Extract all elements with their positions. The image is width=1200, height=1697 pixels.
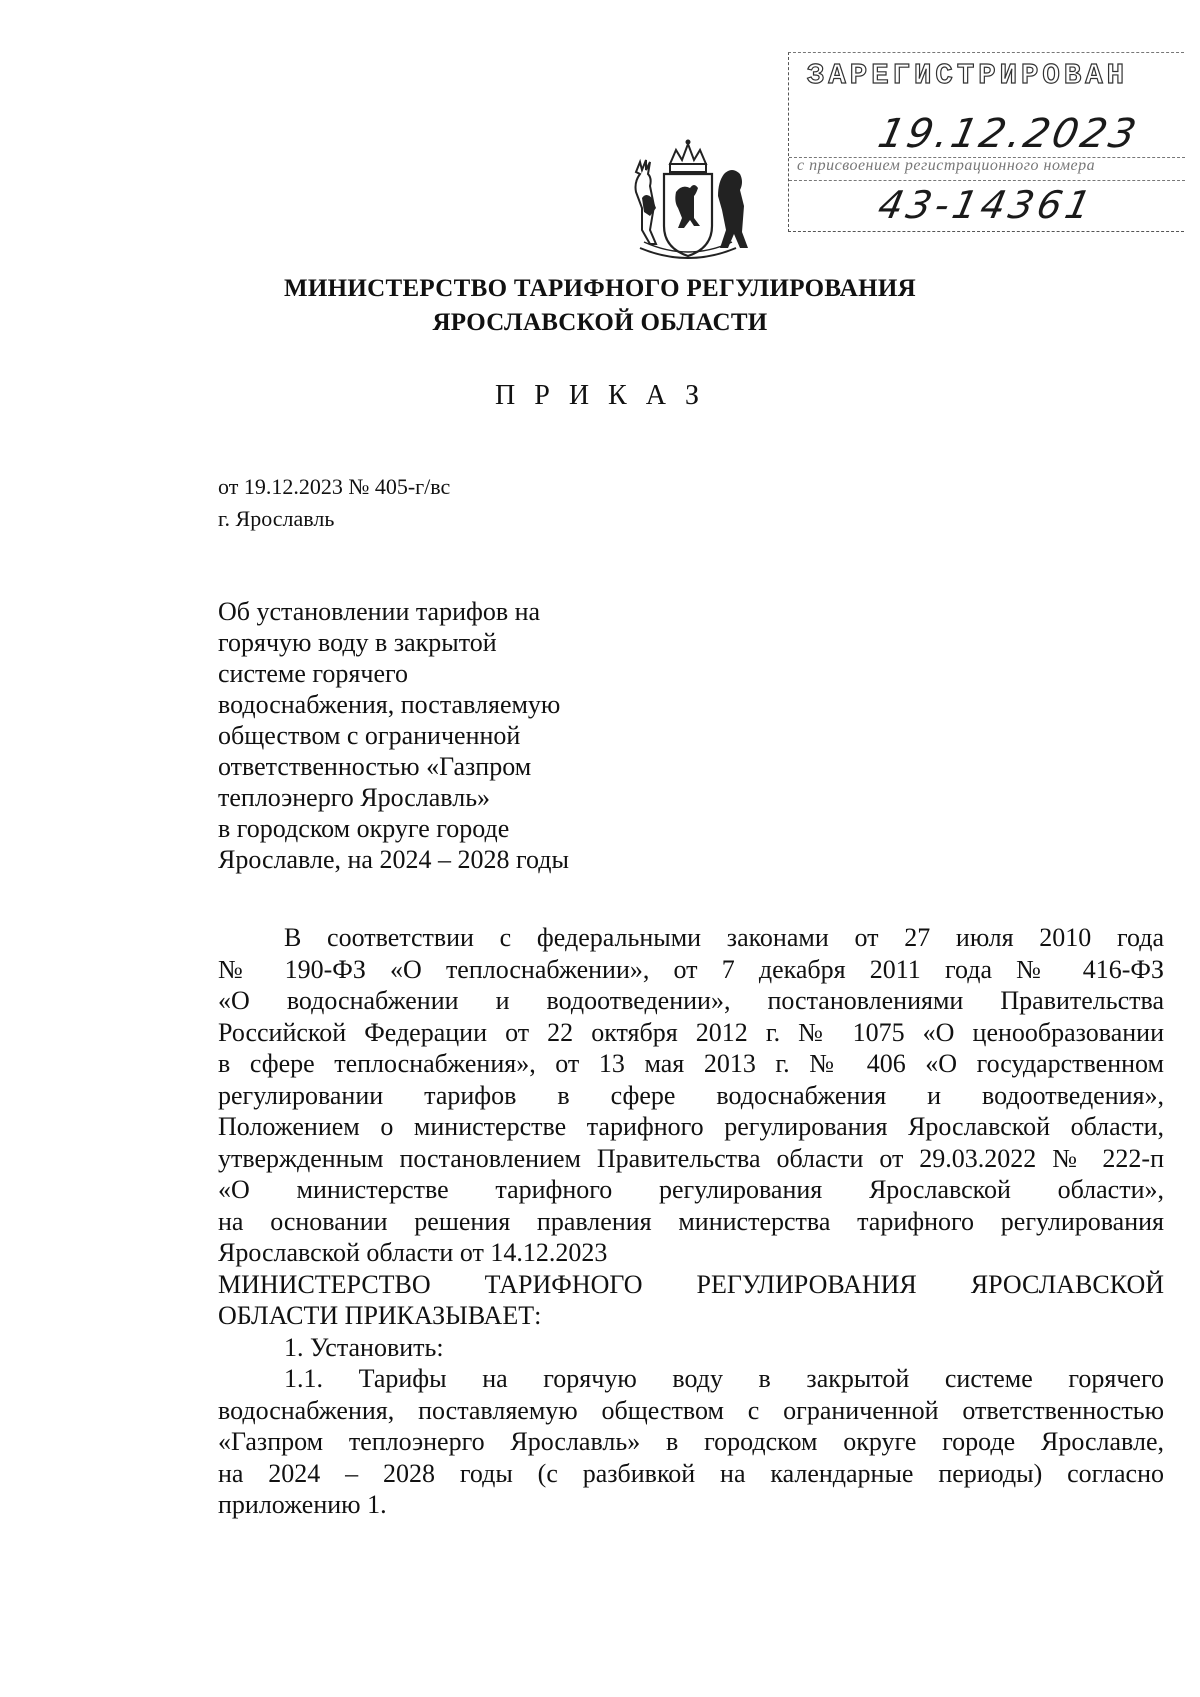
stamp-registration-number: 43-14361 [874, 183, 1099, 227]
item-1-1-line: приложению 1. [218, 1490, 387, 1519]
preamble-line: № 190-ФЗ «О теплоснабжении», от 7 декабря 2011 года № 416-ФЗ [218, 954, 1164, 984]
stamp-divider [789, 180, 1185, 181]
subject-line: ответственностью «Газпром [218, 752, 532, 781]
stamp-title: ЗАРЕГИСТРИРОВАН [807, 59, 1129, 92]
order-statement-line: ОБЛАСТИ ПРИКАЗЫВАЕТ: [218, 1301, 542, 1330]
ministry-name-line1: МИНИСТЕРСТВО ТАРИФНОГО РЕГУЛИРОВАНИЯ [283, 275, 916, 302]
subject-line: системе горячего [218, 659, 408, 688]
order-statement-line: МИНИСТЕРСТВО ТАРИФНОГО РЕГУЛИРОВАНИЯ ЯРОСЛАВСКОЙ [218, 1269, 1164, 1299]
document-date-number: от 19.12.2023 № 405-г/вс [218, 474, 451, 499]
subject-line: теплоэнерго Ярославль» [218, 783, 491, 812]
subject-line: в городском округе городе [218, 814, 510, 843]
preamble-line: Положением о министерстве тарифного регулирования Ярославской области, [218, 1112, 1164, 1141]
subject-line: водоснабжения, поставляемую [218, 690, 561, 719]
item-1-1-line: на 2024 – 2028 годы (с разбивкой на календарные периоды) согласно [218, 1458, 1164, 1488]
item-1-1-line: «Газпром теплоэнерго Ярославль» в городском округе городе Ярославле, [218, 1427, 1164, 1456]
document-type: П Р И К А З [495, 380, 705, 411]
document-subject [218, 596, 618, 875]
coat-of-arms-icon [620, 138, 756, 268]
stamp-date: 19.12.2023 [874, 111, 1143, 157]
preamble-line: в сфере теплоснабжения», от 13 мая 2013 г. № 406 «О государственном [218, 1049, 1164, 1078]
preamble-line: «О водоснабжении и водоотведении», постановлениями Правительства [218, 986, 1164, 1015]
preamble-line: «О министерстве тарифного регулирования Ярославской области», [218, 1175, 1164, 1204]
preamble-paragraph [218, 922, 1164, 1521]
subject-line: Об установлении тарифов на [218, 597, 541, 626]
item-1: 1. Установить: [284, 1332, 444, 1362]
preamble-line: утвержденным постановлением Правительства области от 29.03.2022 № 222-п [218, 1143, 1164, 1173]
preamble-line: регулировании тарифов в сфере водоснабжения и водоотведения», [218, 1080, 1164, 1110]
item-1-1-line: водоснабжения, поставляемую обществом с ограниченной ответственностью [218, 1395, 1164, 1425]
preamble-line: Ярославской области от 14.12.2023 [218, 1238, 608, 1267]
registration-stamp [788, 52, 1184, 232]
preamble-line: на основании решения правления министерства тарифного регулирования [218, 1206, 1164, 1236]
preamble-line: В соответствии с федеральными законами от 27 июля 2010 года [284, 923, 1164, 952]
subject-line: горячую воду в закрытой [218, 628, 497, 657]
subject-line: обществом с ограниченной [218, 721, 521, 750]
subject-line: Ярославле, на 2024 – 2028 годы [218, 845, 569, 874]
preamble-line: Российской Федерации от 22 октября 2012 г. № 1075 «О ценообразовании [218, 1017, 1164, 1047]
stamp-note: с присвоением регистрационного номера [797, 157, 1096, 174]
document-city: г. Ярославль [218, 506, 335, 531]
item-1-1-line: 1.1. Тарифы на горячую воду в закрытой системе горячего [284, 1364, 1164, 1393]
ministry-name-line2: ЯРОСЛАВСКОЙ ОБЛАСТИ [432, 309, 768, 336]
